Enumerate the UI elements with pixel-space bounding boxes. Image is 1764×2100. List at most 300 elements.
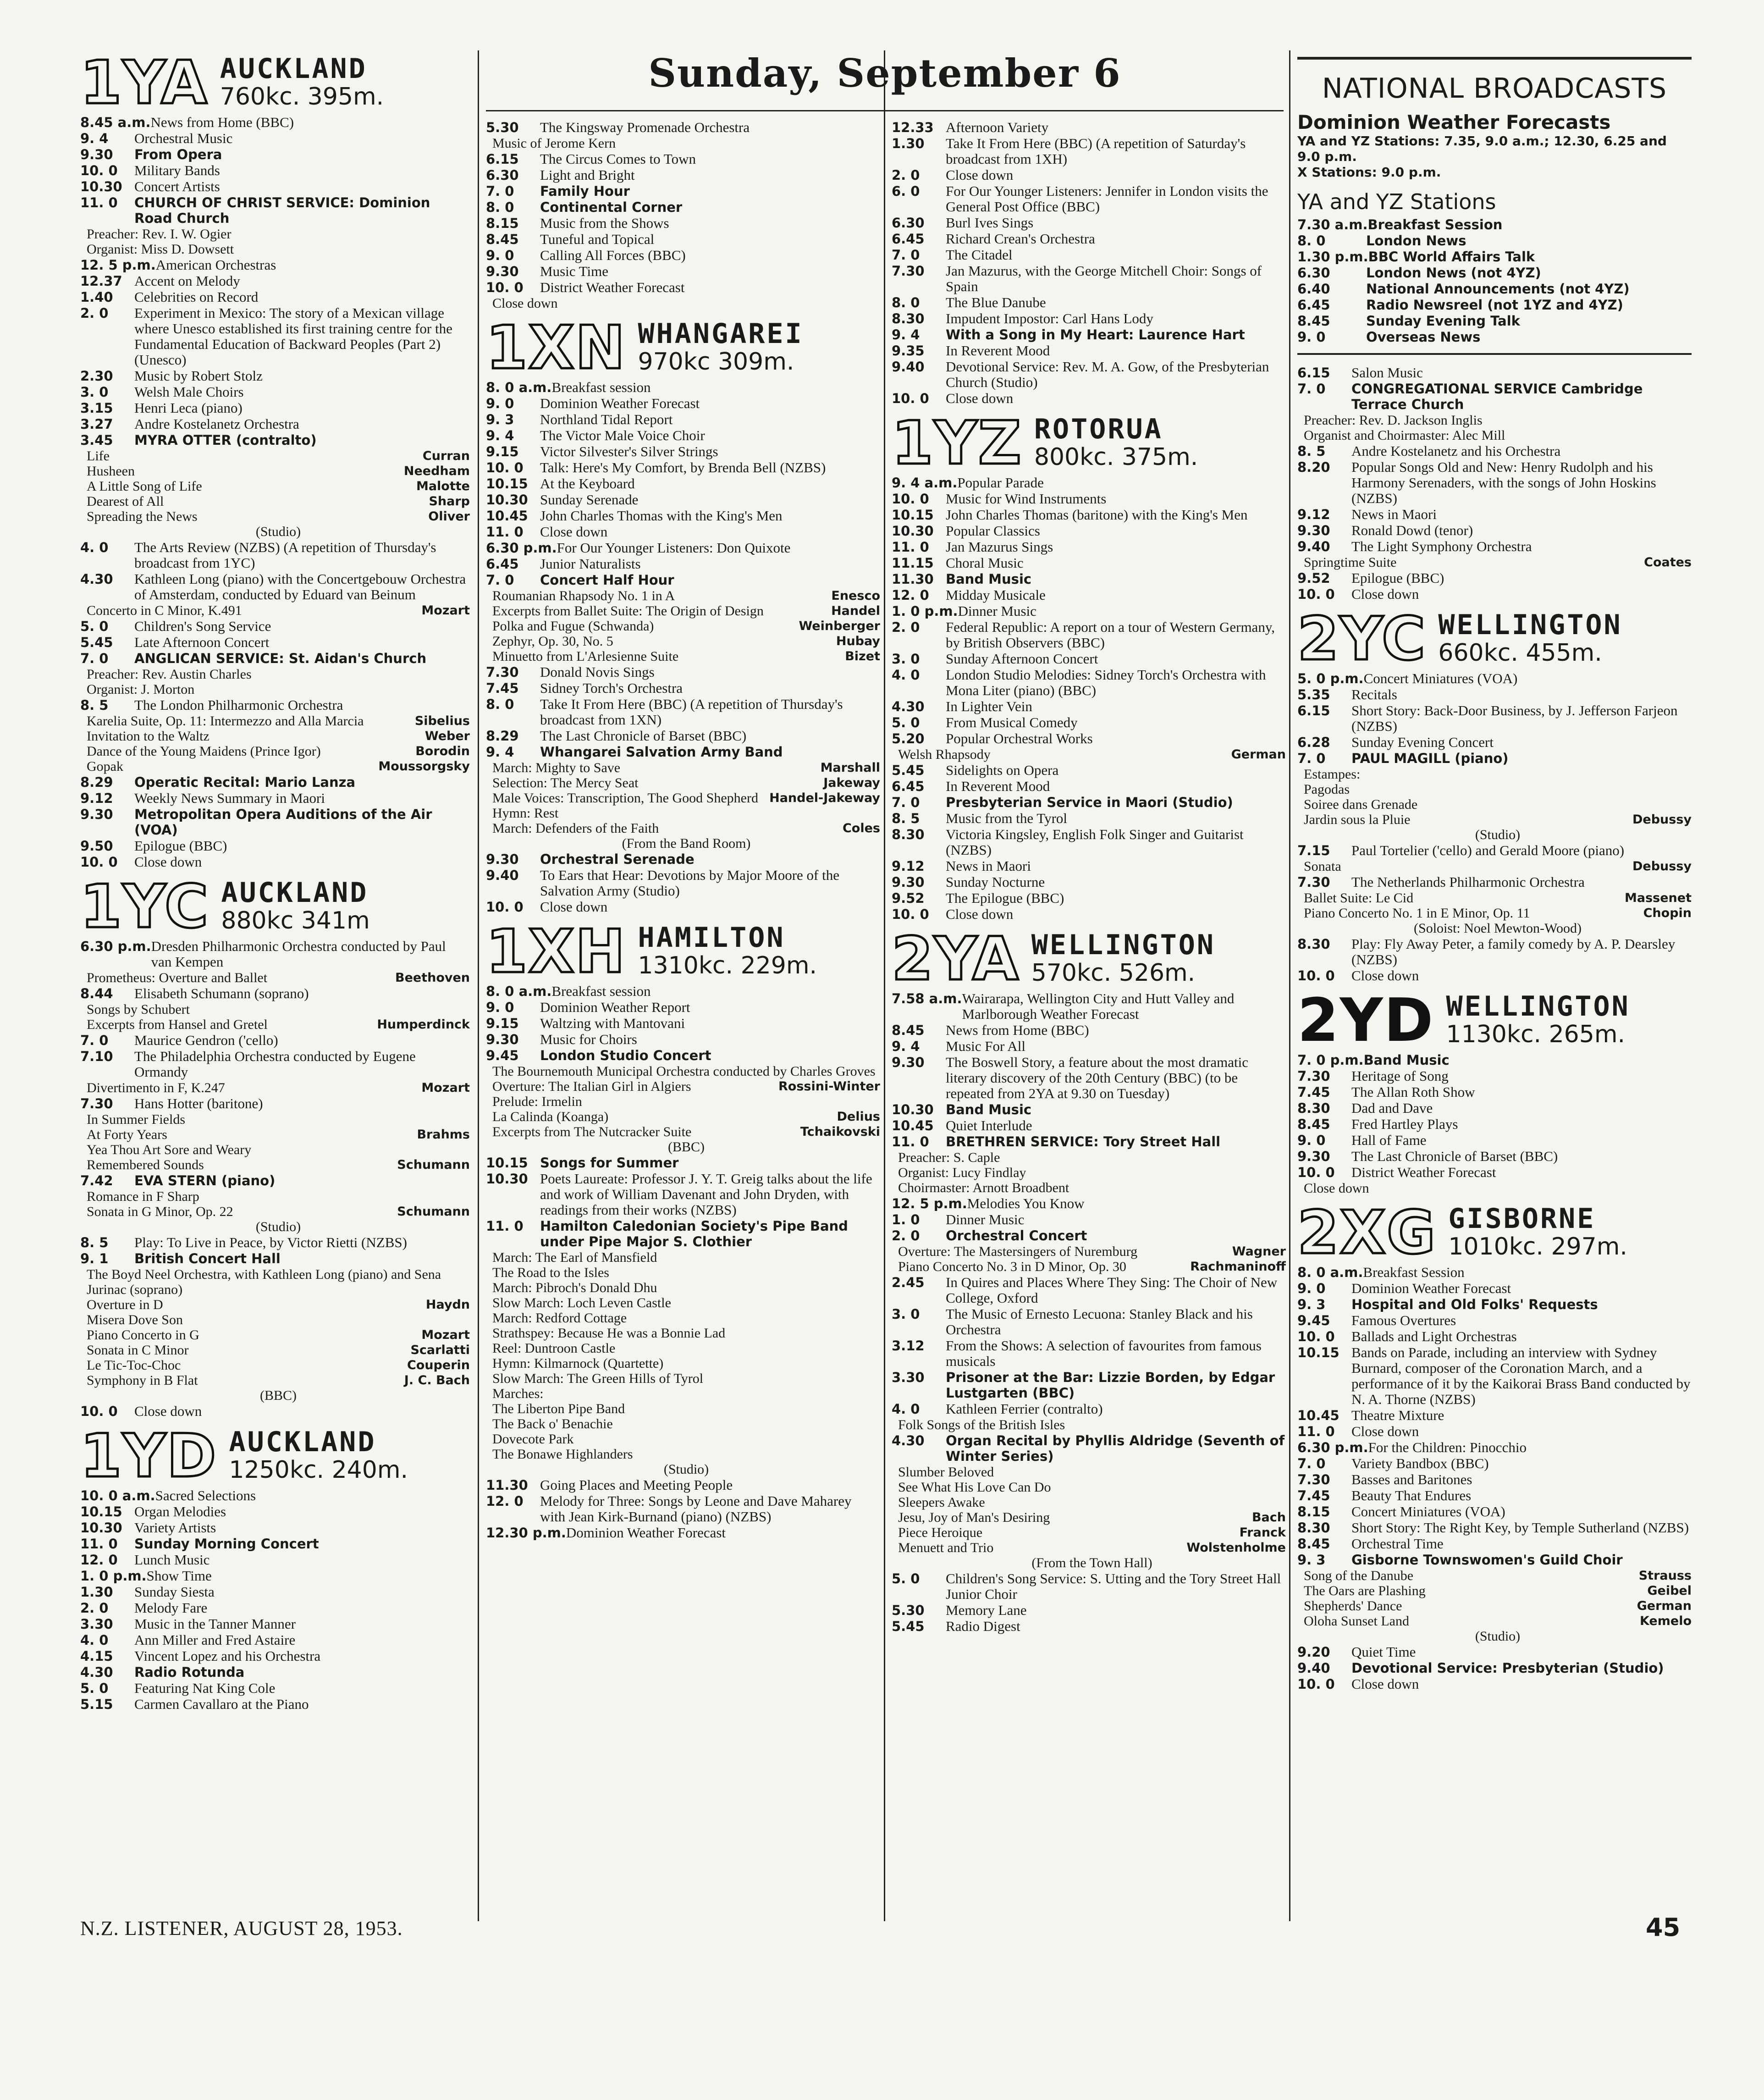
detail-text: March: Mighty to Save	[492, 760, 621, 775]
program-title: Ronald Dowd (tenor)	[1351, 522, 1473, 538]
program-row	[1297, 1084, 1692, 1100]
program-detail	[80, 1017, 470, 1032]
program-time: 7. 0	[1297, 381, 1326, 397]
program-row	[486, 572, 880, 588]
program-time: 7.10	[80, 1049, 113, 1064]
program-time: 3.30	[80, 1616, 113, 1632]
composer-name: Rossini-Winter	[778, 1079, 880, 1094]
composer-name: Weinberger	[799, 619, 880, 633]
program-title: Epilogue (BBC)	[134, 838, 227, 854]
program-title: Breakfast Session	[1367, 217, 1503, 232]
program-row	[80, 774, 470, 790]
program-detail	[80, 479, 470, 494]
program-time: 6.40	[1297, 281, 1330, 297]
program-time: 8.44	[80, 986, 113, 1001]
column-divider	[478, 50, 479, 1921]
program-row	[486, 1000, 880, 1015]
detail-text: (Studio)	[663, 1462, 709, 1477]
program-time: 10. 0	[892, 491, 929, 507]
program-time: 4.15	[80, 1648, 113, 1664]
program-time: 8.15	[486, 216, 519, 231]
program-time: 9.30	[892, 874, 925, 890]
detail-text: Close down	[492, 296, 558, 311]
program-row	[892, 539, 1286, 555]
program-row	[892, 507, 1286, 523]
detail-text: La Calinda (Koanga)	[492, 1109, 609, 1124]
program-row	[80, 147, 470, 162]
program-title: Breakfast Session	[1363, 1264, 1465, 1280]
detail-text: At Forty Years	[87, 1127, 167, 1142]
program-title: Paul Tortelier ('cello) and Gerald Moore (piano)	[1351, 842, 1625, 858]
program-detail	[892, 1510, 1286, 1525]
program-time: 11.30	[486, 1477, 528, 1493]
program-detail	[1297, 1614, 1692, 1629]
program-row	[80, 1536, 470, 1552]
program-detail	[892, 1165, 1286, 1180]
detail-text: Estampes:	[1304, 767, 1361, 782]
program-title: Children's Song Service	[134, 618, 271, 634]
program-row	[1297, 1281, 1692, 1296]
program-title: Jan Mazurus, with the George Mitchell Choir: Songs of Spain	[946, 263, 1262, 294]
program-title: Sidney Torch's Orchestra	[540, 680, 683, 696]
detail-text: (Studio)	[1475, 1629, 1521, 1644]
detail-text: (Studio)	[255, 524, 301, 539]
detail-text: Marches:	[492, 1386, 544, 1401]
program-row	[486, 1493, 880, 1525]
program-row	[892, 890, 1286, 906]
program-time: 9.45	[1297, 1313, 1330, 1328]
program-time: 5. 0 p.m.	[1297, 671, 1364, 686]
national-program-row	[1297, 297, 1692, 313]
program-time: 5.45	[892, 763, 925, 778]
national-program-list	[1297, 217, 1692, 345]
detail-text: Piano Concerto in G	[87, 1327, 199, 1343]
program-title: Sidelights on Opera	[946, 762, 1059, 778]
program-title: Tuneful and Topical	[540, 231, 655, 247]
program-time: 10. 0	[80, 163, 118, 178]
program-time: 7. 0	[486, 572, 514, 588]
program-row	[892, 1228, 1286, 1243]
station-header	[486, 313, 880, 382]
program-title: Going Places and Meeting People	[540, 1477, 733, 1493]
program-time: 2.30	[80, 368, 113, 384]
program-row	[1297, 381, 1692, 412]
program-time: 8.45	[1297, 1116, 1330, 1132]
station-section	[80, 1421, 470, 1712]
program-row	[892, 1196, 1286, 1211]
program-title: In Reverent Mood	[946, 778, 1050, 794]
program-title: From the Shows: A selection of favourites from famous musicals	[946, 1337, 1262, 1369]
program-row	[1297, 1165, 1692, 1180]
station-info	[1031, 930, 1215, 986]
program-row	[1297, 586, 1692, 602]
program-time: 3. 0	[892, 1306, 920, 1322]
program-title: BRETHREN SERVICE: Tory Street Hall	[946, 1134, 1221, 1149]
program-title: Experiment in Mexico: The story of a Mexican village where Unesco established its first training centre for the Fundamental Education of Backward Peoples (Part 2) (Unesco)	[134, 305, 452, 368]
program-time: 10.30	[486, 1171, 528, 1187]
program-row	[1297, 1520, 1692, 1536]
program-title: At the Keyboard	[540, 475, 635, 492]
program-time: 7.30	[80, 1096, 113, 1111]
program-title: London Studio Concert	[540, 1048, 711, 1063]
composer-name: Sharp	[429, 494, 470, 508]
program-detail	[892, 1464, 1286, 1480]
program-detail	[80, 1373, 470, 1388]
program-row	[80, 1616, 470, 1632]
detail-text: Music of Jerome Kern	[492, 136, 616, 151]
program-title: Featuring Nat King Cole	[134, 1680, 276, 1696]
program-row	[80, 1096, 470, 1111]
program-row	[486, 868, 880, 899]
program-time: 11. 0	[486, 1218, 524, 1234]
program-detail	[80, 1002, 470, 1017]
program-row	[486, 1016, 880, 1031]
program-row	[486, 1477, 880, 1493]
program-title: Melodies You Know	[967, 1195, 1085, 1211]
station-frequency: 1010kc. 297m.	[1448, 1233, 1627, 1260]
program-detail	[486, 806, 880, 821]
detail-text: Male Voices: Transcription, The Good Shepherd	[492, 790, 758, 806]
program-detail	[80, 1327, 470, 1343]
detail-text: The Liberton Pipe Band	[492, 1401, 625, 1416]
program-row	[1297, 443, 1692, 459]
program-detail	[80, 1189, 470, 1204]
program-row	[892, 215, 1286, 231]
program-detail	[1297, 428, 1692, 443]
program-row	[80, 1049, 470, 1080]
detail-text: (From the Band Room)	[622, 836, 751, 851]
program-row	[1297, 1456, 1692, 1471]
station-info	[1448, 1204, 1627, 1260]
program-detail	[486, 1109, 880, 1124]
program-row	[486, 428, 880, 443]
program-row	[80, 540, 470, 571]
program-title: Elisabeth Schumann (soprano)	[134, 985, 309, 1001]
program-time: 8.29	[80, 774, 113, 790]
detail-text: Organist and Choirmaster: Alec Mill	[1304, 428, 1505, 443]
program-detail	[486, 1341, 880, 1356]
program-time: 8.29	[486, 728, 519, 744]
composer-name: Moussorgsky	[378, 759, 470, 774]
detail-text: Roumanian Rhapsody No. 1 in A	[492, 588, 675, 603]
program-detail	[80, 713, 470, 729]
program-row	[80, 571, 470, 602]
detail-text: A Little Song of Life	[87, 479, 202, 494]
station-info	[1438, 610, 1622, 666]
program-time: 9. 0	[486, 248, 514, 263]
program-title: Dinner Music	[958, 603, 1036, 619]
composer-name: German	[1231, 747, 1286, 762]
program-detail	[486, 1371, 880, 1386]
program-time: 8.15	[1297, 1504, 1330, 1520]
program-time: 9. 0	[1297, 329, 1326, 345]
program-detail	[892, 747, 1286, 762]
program-row	[80, 1568, 470, 1584]
program-time: 2. 0	[892, 167, 920, 183]
detail-text: Strathspey: Because He was a Bonnie Lad	[492, 1326, 726, 1341]
program-time: 5.35	[1297, 687, 1330, 702]
program-title: London News (not 4YZ)	[1366, 265, 1541, 281]
program-time: 3.45	[80, 432, 113, 448]
detail-text: Springtime Suite	[1304, 555, 1397, 570]
program-row	[1297, 874, 1692, 890]
program-title: Sunday Evening Talk	[1366, 313, 1520, 329]
composer-name: Wagner	[1232, 1244, 1286, 1259]
program-time: 2. 0	[892, 619, 920, 635]
detail-text: Songs by Schubert	[87, 1002, 190, 1017]
station-section	[1297, 1198, 1692, 1692]
detail-text: Piano Concerto No. 1 in E Minor, Op. 11	[1304, 906, 1530, 921]
program-title: Hamilton Caledonian Society's Pipe Band under Pipe Major S. Clothier	[540, 1218, 848, 1249]
detail-text: Hymn: Rest	[492, 806, 559, 821]
program-title: The Music of Ernesto Lecuona: Stanley Black and his Orchestra	[946, 1306, 1253, 1337]
program-detail	[486, 1431, 880, 1447]
program-time: 5.15	[80, 1697, 113, 1712]
program-row	[80, 305, 470, 368]
program-row	[892, 327, 1286, 343]
program-time: 8. 0 a.m.	[486, 380, 552, 395]
composer-name: Needham	[403, 464, 470, 478]
program-title: John Charles Thomas with the King's Men	[540, 508, 783, 524]
title-rule	[486, 110, 1284, 111]
composer-name: Mozart	[421, 1081, 470, 1095]
program-title: Close down	[1351, 967, 1419, 984]
program-row	[80, 368, 470, 384]
program-row	[80, 384, 470, 400]
program-time: 5.45	[892, 1619, 925, 1634]
program-row	[892, 136, 1286, 167]
program-title: Victoria Kingsley, English Folk Singer and Guitarist (NZBS)	[946, 826, 1244, 858]
detail-text: The Boyd Neel Orchestra, with Kathleen Long (piano) and Sena Jurinac (soprano)	[87, 1267, 441, 1297]
program-time: 1.30	[80, 1584, 113, 1600]
column-divider	[1289, 50, 1290, 1921]
detail-text: Piece Heroique	[898, 1525, 983, 1540]
page-title: Sunday, September 6	[648, 50, 1121, 96]
program-title: Sunday Serenade	[540, 492, 639, 508]
program-time: 9. 3	[1297, 1552, 1326, 1568]
program-title: PAUL MAGILL (piano)	[1351, 751, 1509, 766]
program-time: 11. 0	[80, 195, 118, 210]
detail-text: Sonata	[1304, 859, 1341, 874]
program-title: The Light Symphony Orchestra	[1351, 538, 1532, 554]
program-row	[892, 763, 1286, 778]
station-frequency: 880kc 341m	[221, 907, 370, 934]
program-time: 6.15	[486, 151, 519, 167]
program-title: Sunday Afternoon Concert	[946, 651, 1098, 667]
program-detail	[486, 1139, 880, 1155]
composer-name: Handel	[831, 604, 880, 618]
program-row	[892, 167, 1286, 183]
program-time: 1.30 p.m.	[1297, 249, 1368, 265]
program-row	[486, 396, 880, 411]
program-title: Close down	[946, 906, 1014, 922]
national-program-row	[1297, 329, 1692, 345]
composer-name: Sibelius	[414, 714, 470, 728]
station-header	[80, 1421, 470, 1491]
program-row	[1297, 1644, 1692, 1660]
program-detail	[80, 1127, 470, 1142]
program-title: Vincent Lopez and his Orchestra	[134, 1648, 321, 1664]
national-program-row	[1297, 313, 1692, 329]
program-row	[486, 508, 880, 524]
program-row	[892, 1433, 1286, 1464]
detail-text: Oloha Sunset Land	[1304, 1614, 1409, 1629]
program-time: 10.30	[80, 1520, 122, 1536]
program-time: 9. 0	[1297, 1281, 1326, 1296]
program-row	[1297, 507, 1692, 522]
program-time: 9. 1	[80, 1251, 109, 1266]
program-row	[80, 400, 470, 416]
program-title: Overseas News	[1366, 329, 1481, 345]
program-row	[486, 1171, 880, 1218]
detail-text: Remembered Sounds	[87, 1157, 204, 1172]
program-title: Fred Hartley Plays	[1351, 1116, 1458, 1132]
program-time: 4. 0	[80, 540, 109, 555]
program-title: ANGLICAN SERVICE: St. Aidan's Church	[134, 651, 427, 666]
program-row	[892, 120, 1286, 135]
composer-name: Wolstenholme	[1186, 1541, 1286, 1555]
program-time: 6.30 p.m.	[486, 540, 557, 556]
composer-name: Strauss	[1638, 1569, 1692, 1583]
program-detail	[486, 1064, 880, 1079]
program-time: 8.30	[1297, 936, 1330, 952]
program-time: 8. 5	[80, 1235, 109, 1250]
composer-name: Coates	[1644, 555, 1692, 569]
detail-text: Divertimento in F, K.247	[87, 1080, 225, 1095]
program-time: 9. 4	[486, 744, 514, 760]
program-time: 9. 3	[1297, 1297, 1326, 1312]
program-row	[1297, 936, 1692, 967]
program-time: 9.30	[486, 1032, 519, 1047]
program-time: 10. 0	[1297, 586, 1335, 602]
program-row	[1297, 1504, 1692, 1520]
program-title: Short Story: Back-Door Business, by J. Jefferson Farjeon (NZBS)	[1351, 702, 1678, 734]
detail-text: The Road to the Isles	[492, 1265, 609, 1280]
station-city: WHANGAREI	[638, 318, 804, 350]
program-title: News from Home (BBC)	[946, 1022, 1089, 1038]
program-row	[892, 906, 1286, 922]
program-title: Afternoon Variety	[946, 119, 1049, 135]
program-row	[486, 120, 880, 135]
program-detail	[1297, 906, 1692, 921]
program-time: 9. 0	[486, 1000, 514, 1015]
detail-text: (From the Town Hall)	[1031, 1555, 1152, 1570]
program-time: 5. 0	[80, 619, 109, 634]
station-frequency: 660kc. 455m.	[1438, 639, 1602, 667]
program-detail	[486, 649, 880, 664]
national-program-row	[1297, 233, 1692, 249]
program-row	[486, 460, 880, 475]
program-time: 5.30	[486, 120, 519, 135]
station-city: AUCKLAND	[229, 1426, 376, 1458]
program-title: Devotional Service: Presbyterian (Studio)	[1351, 1660, 1664, 1676]
program-title: Wairarapa, Wellington City and Hutt Valley and Marlborough Weather Forecast	[962, 990, 1235, 1022]
program-time: 9.35	[892, 343, 925, 359]
station-info	[638, 319, 803, 375]
program-title: Military Bands	[134, 162, 220, 178]
program-row	[80, 1664, 470, 1680]
program-time: 10.15	[1297, 1345, 1340, 1360]
program-row	[1297, 1068, 1692, 1084]
program-title: Kathleen Long (piano) with the Concertgebouw Orchestra of Amsterdam, conducted by Eduard van Beinum	[134, 571, 466, 602]
program-title: Heritage of Song	[1351, 1068, 1449, 1084]
program-row	[1297, 1100, 1692, 1116]
program-detail	[80, 682, 470, 697]
program-row	[892, 295, 1286, 310]
composer-name: Handel-Jakeway	[769, 791, 880, 805]
program-title: Radio Newsreel (not 1YZ and 4YZ)	[1366, 297, 1623, 313]
program-time: 9.30	[892, 1055, 925, 1070]
program-title: Calling All Forces (BBC)	[540, 247, 686, 263]
program-time: 1. 0	[892, 1212, 920, 1227]
station-frequency: 970kc 309m.	[638, 348, 794, 376]
program-title: Breakfast session	[551, 983, 651, 999]
program-row	[1297, 570, 1692, 586]
program-detail	[486, 1326, 880, 1341]
program-title: Music For All	[946, 1038, 1025, 1054]
station-call-sign: 2YC	[1297, 604, 1427, 674]
program-title: Quiet Time	[1351, 1644, 1416, 1660]
program-row	[892, 311, 1286, 326]
program-time: 3.15	[80, 400, 113, 416]
program-time: 12. 0	[486, 1493, 524, 1509]
detail-text: Slow March: The Green Hills of Tyrol	[492, 1371, 704, 1386]
program-detail	[486, 1265, 880, 1280]
program-time: 11.15	[892, 555, 934, 571]
program-time: 6.15	[1297, 703, 1330, 718]
station-frequency: 1310kc. 229m.	[638, 952, 817, 979]
program-title: In Reverent Mood	[946, 343, 1050, 359]
national-program-row	[1297, 217, 1692, 232]
program-detail	[80, 509, 470, 524]
detail-text: Preacher: Rev. Austin Charles	[87, 667, 252, 682]
detail-text: Sonata in C Minor	[87, 1343, 189, 1358]
program-row	[892, 731, 1286, 746]
detail-text: Prometheus: Overture and Ballet	[87, 970, 268, 985]
program-time: 11. 0	[80, 1536, 118, 1552]
program-title: Hospital and Old Folks' Requests	[1351, 1297, 1598, 1312]
detail-text: March: Redford Cottage	[492, 1310, 627, 1326]
detail-text: Dearest of All	[87, 494, 164, 509]
station-call-sign: 1YD	[80, 1421, 217, 1491]
program-row	[80, 195, 470, 226]
program-detail	[1297, 921, 1692, 936]
program-row	[486, 1155, 880, 1171]
program-title: Celebrities on Record	[134, 289, 259, 305]
program-time: 3. 0	[892, 651, 920, 667]
program-time: 8. 0 a.m.	[486, 984, 552, 999]
program-row	[80, 1251, 470, 1266]
detail-text: Close down	[1304, 1181, 1369, 1196]
program-row	[80, 179, 470, 194]
detail-text: Sonata in G Minor, Op. 22	[87, 1204, 233, 1219]
program-time: 10. 0	[892, 391, 929, 406]
program-row	[892, 651, 1286, 667]
program-time: 6.45	[892, 779, 925, 794]
program-time: 7.58 a.m.	[892, 991, 962, 1006]
program-title: Music for Choirs	[540, 1031, 637, 1047]
composer-name: Rachmaninoff	[1190, 1260, 1286, 1274]
program-time: 7.30	[1297, 874, 1330, 890]
program-time: 8.30	[892, 827, 925, 842]
program-title: Dominion Weather Forecast	[566, 1525, 726, 1541]
detail-text: Selection: The Mercy Seat	[492, 775, 639, 790]
program-title: British Concert Hall	[134, 1251, 281, 1266]
program-row	[892, 1275, 1286, 1306]
composer-name: Schumann	[397, 1158, 470, 1172]
program-row	[1297, 1133, 1692, 1148]
station-section	[80, 872, 470, 1419]
